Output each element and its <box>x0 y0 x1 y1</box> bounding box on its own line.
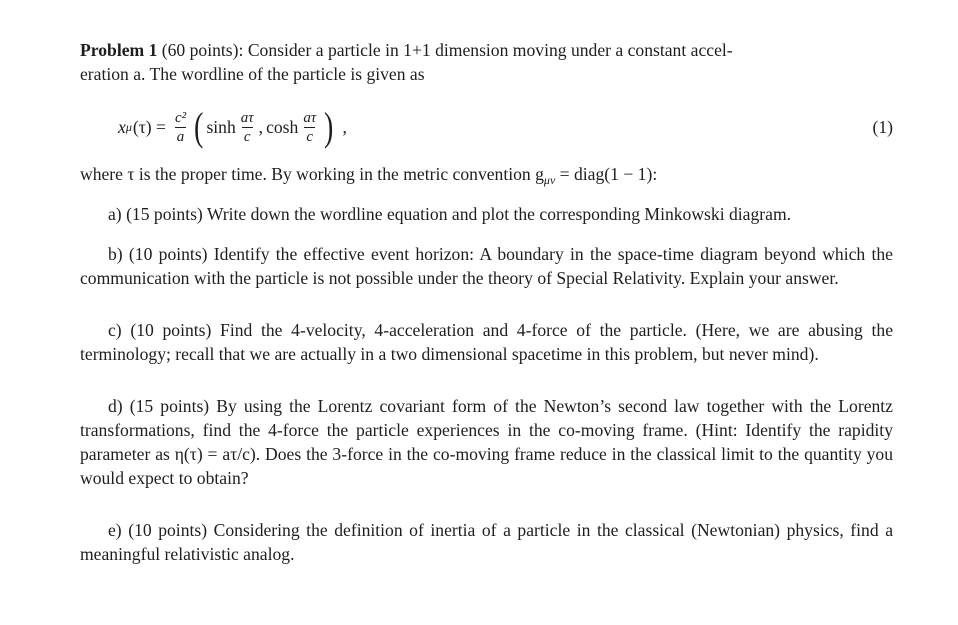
eq-lhs: x <box>118 117 126 137</box>
where-text: where τ is the proper time. By working in the metric convention g <box>80 164 544 184</box>
eq-sinh-arg-den: c <box>243 128 251 145</box>
part-d: d) (15 points) By using the Lorentz covariant form of the Newton’s second law together with the Lorentz transformations, find the 4-force the particle experiences in the co-moving frame. (Hint: Identify the rapidity parameter as η(τ) = aτ/c). Does the 3-force in the co-moving frame reduce in the classical limit to the quantity you would expect to obtain? <box>80 396 893 488</box>
eq-coef-den: a <box>176 128 185 145</box>
equation-body: x μ (τ) = $\frac{\text{c²}}{a}$ ( sinh $\frac{a\tau}{c}$ , cosh $\frac{a\tau}{c}$ ) , <box>118 104 347 149</box>
eq-sinh-arg-num: aτ <box>240 109 254 126</box>
problem-document <box>80 38 893 566</box>
part-b: b) (10 points) Identify the effective event horizon: A boundary in the space-time diagram beyond which the communication with the particle is not possible under the theory of Special Relativity. Explain your answer. <box>80 244 893 288</box>
problem-intro <box>80 38 893 86</box>
problem-heading: Problem 1 <box>80 40 158 60</box>
eq-cosh-arg-den: c <box>306 128 314 145</box>
eq-sinh: sinh <box>206 117 236 137</box>
eq-sinh-arg <box>239 109 256 146</box>
problem-intro-line2: eration a. The wordline of the particle is given as <box>80 64 425 84</box>
part-a: a) (15 points) Write down the wordline equation and plot the corresponding Minkowski diagram. <box>108 204 792 224</box>
part-e: e) (10 points) Considering the definition of inertia of a particle in the classical (Newtonian) physics, find a meaningful relativistic analog. <box>80 520 893 564</box>
metric-subscript: μν <box>543 173 556 187</box>
eq-left-paren: ( <box>194 104 204 149</box>
part-c: c) (10 points) Find the 4-velocity, 4-acceleration and 4-force of the particle. (Here, we are abusing the terminology; recall that we are actually in a two dimensional spacetime in this problem, but never mind). <box>80 320 893 364</box>
wordline-equation <box>80 94 893 160</box>
eq-lhs-arg: (τ) = <box>132 117 166 137</box>
eq-trailing-comma: , <box>342 117 347 137</box>
where-line <box>80 162 893 186</box>
equation-number: (1) <box>872 117 893 137</box>
eq-cosh-arg <box>301 109 318 146</box>
problem-points: (60 points): <box>161 40 244 60</box>
eq-comma: , <box>258 117 264 137</box>
eq-cosh-arg-num: aτ <box>303 109 317 126</box>
eq-right-paren: ) <box>324 104 334 149</box>
eq-cosh: cosh <box>266 117 299 137</box>
eq-coefficient <box>173 109 188 146</box>
eq-coef-num: c² <box>174 109 187 126</box>
where-text-after: = diag(1 − 1): <box>555 164 658 184</box>
problem-intro-line1: Consider a particle in 1+1 dimension moving under a constant accel- <box>247 40 733 60</box>
